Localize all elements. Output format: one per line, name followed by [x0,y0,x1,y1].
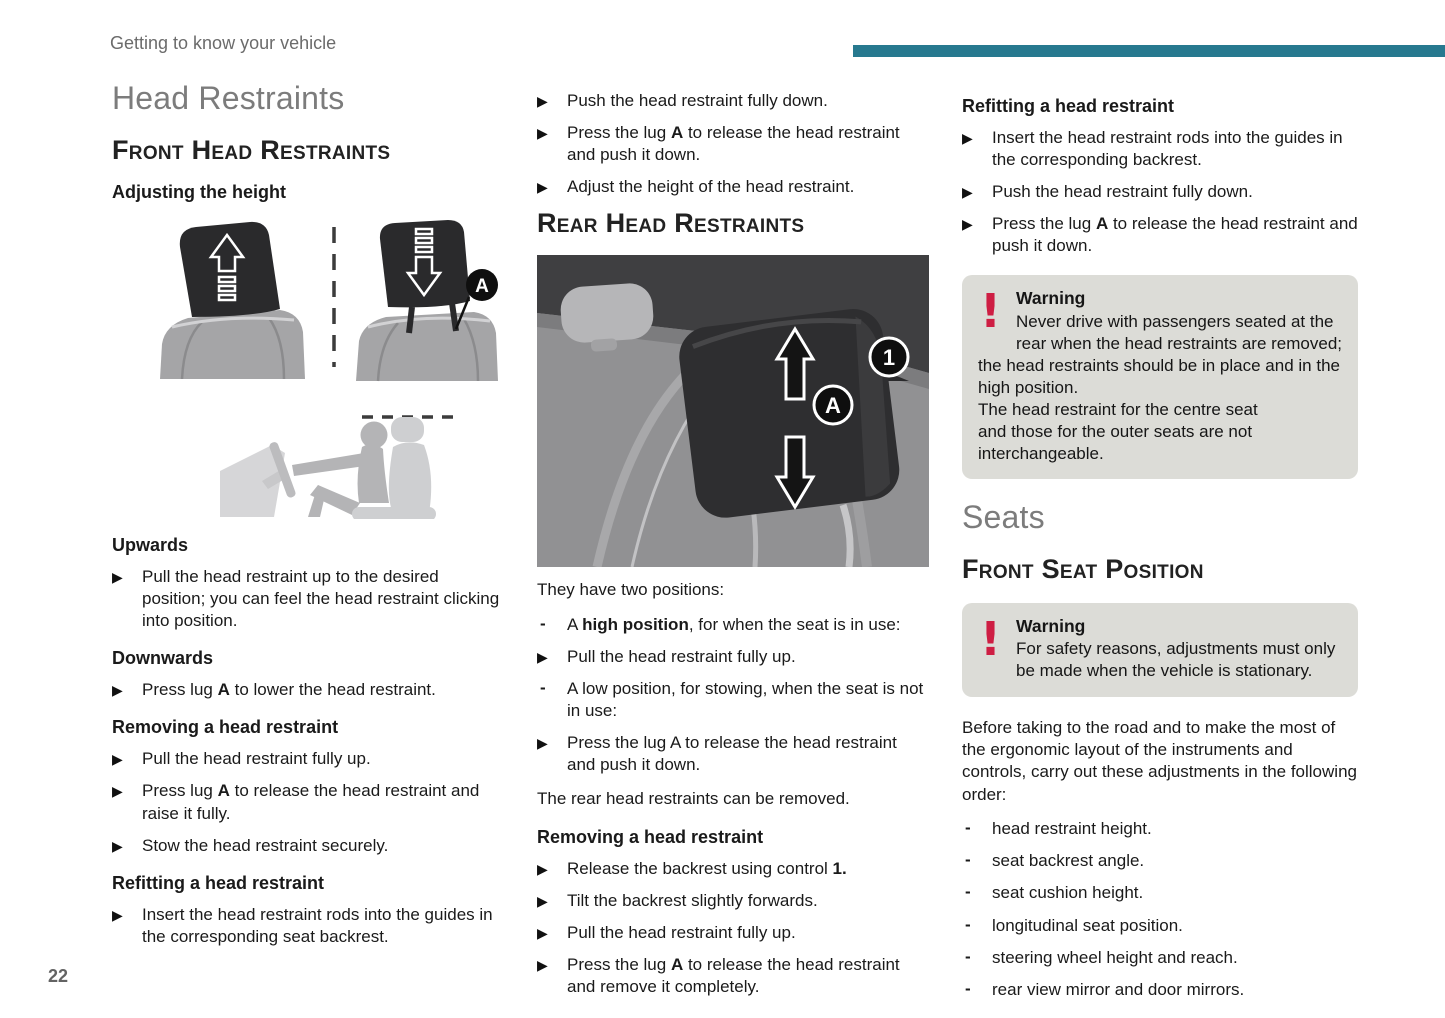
dash-item [962,947,1358,969]
text-run: Press the lug A to release the head restraint and push it down. [567,733,897,775]
paragraph [537,788,929,810]
instruction-bullet [962,127,1358,171]
instruction-text [567,923,796,942]
instruction-bullet [537,732,929,776]
subheading: Removing a head restraint [537,826,764,847]
instruction-text [567,955,900,996]
instruction-bullet [537,122,929,166]
rear-head-restraint-photo [537,255,929,567]
dash-icon: - [965,850,971,870]
text-run: to release the head restraint and push it down. [992,214,1358,256]
text-run: Press the lug [992,214,1096,234]
instruction-bullet [537,922,929,944]
bullet-arrow-icon: ▶ [112,682,123,699]
text-run: steering wheel height and reach. [992,947,1238,967]
text-run: Before taking to the road and to make the most of the ergonomic layout of the instruments and controls, carry out these adjustments in the following order: [962,717,1357,804]
instruction-text [567,91,828,110]
instruction-bullet [537,890,929,912]
page-header-label: Getting to know your vehicle [110,33,337,53]
instruction-text [142,567,499,630]
instruction-bullet [962,181,1358,203]
warning-text: and those for the outer seats are not [978,422,1253,442]
instruction-bullet [537,954,929,998]
instruction-text [567,177,854,196]
bullet-arrow-icon: ▶ [537,125,548,142]
section-heading: Front Seat Position [962,554,1204,585]
instruction-bullet [537,858,929,880]
instruction-bullet [112,679,504,701]
text-run: Pull the head restraint fully up. [142,749,371,769]
dash-icon: - [965,946,971,966]
bullet-arrow-icon: ▶ [537,957,548,974]
subheading: Refitting a head restraint [112,872,325,893]
driver-illustration [220,417,436,519]
page-number: 22 [48,966,69,986]
paragraph [537,579,929,601]
bullet-arrow-icon: ▶ [112,837,123,854]
instruction-text [142,680,436,699]
instruction-bullet [112,780,504,824]
subheading: Refitting a head restraint [962,96,1175,116]
dash-icon: - [965,818,971,838]
bullet-arrow-icon: ▶ [537,860,548,877]
instruction-bullet [537,90,929,112]
seat-shape [356,312,498,381]
warning-text: Never drive with passengers seated at the rear when the head restraints are removed; the head restraints should be in place and in the high position. [978,311,1343,397]
text-run: seat backrest angle. [992,851,1145,871]
instruction-text [567,733,897,774]
instruction-text [992,214,1358,255]
subheading: Upwards [112,535,189,555]
headrest-shape [180,222,280,317]
page-title: Seats [962,499,1045,536]
warning-title: Warning [1016,616,1086,637]
bullet-arrow-icon: ▶ [962,184,973,201]
dash-icon: - [965,882,971,902]
warning-text: The head restraint for the centre seat [978,399,1258,419]
emphasis-text: high position [582,614,689,634]
text-run: Insert the head restraint rods into the guides in the corresponding backrest. [992,128,1343,170]
text-run: longitudinal seat position. [992,915,1183,935]
instruction-bullet [112,904,504,948]
emphasis-text: A [217,680,230,700]
emphasis-text: A [670,955,684,975]
dash-icon: - [540,613,546,633]
svg-text:A: A [475,276,489,297]
instruction-text [992,851,1144,870]
text-run: to lower the head restraint. [229,680,436,700]
page-title: Head Restraints [112,80,345,116]
text-run: , for when the seat is in use: [688,614,901,634]
svg-text:A: A [825,393,841,419]
subheading: Removing a head restraint [112,717,339,738]
text-run: Press the lug [567,955,671,975]
figure-front-head-restraints [112,219,504,519]
figure-rear-head-restraints [537,255,929,567]
emphasis-text: 1. [832,858,847,878]
text-run: seat cushion height. [992,883,1144,903]
dash-item [537,678,929,722]
bullet-arrow-icon: ▶ [112,906,123,923]
text-run: Insert the head restraint rods into the guides in the corresponding seat backrest. [142,904,493,946]
bullet-arrow-icon: ▶ [537,892,548,909]
dash-icon: - [965,914,971,934]
adjacent-headrest-shape [559,282,655,344]
instruction-text [142,905,493,946]
instruction-text [992,182,1253,201]
instruction-text [992,883,1143,902]
text-run: A [567,614,583,634]
instruction-text [567,123,900,164]
bullet-arrow-icon: ▶ [962,130,973,146]
bullet-arrow-icon: ▶ [537,925,548,941]
label-1-badge [870,338,908,376]
dash-item [537,614,929,636]
warning-text: interchangeable. [978,444,1104,464]
label-a-badge [814,386,852,424]
instruction-text [142,749,371,768]
bullet-arrow-icon: ▶ [112,569,123,585]
instruction-text [567,891,818,910]
text-run: Tilt the backrest slightly forwards. [567,890,818,910]
dash-item [962,850,1358,872]
dash-item [962,915,1358,937]
column-left [112,80,504,958]
instruction-bullet [112,835,504,857]
instruction-bullet [112,748,504,770]
text-run: Adjust the height of the head restraint. [567,177,855,197]
bullet-arrow-icon: ▶ [962,216,973,233]
section-heading: Rear Head Restraints [537,208,805,239]
dash-item [962,979,1358,1001]
warning-icon: ! [980,284,1001,339]
svg-text:1: 1 [882,345,896,371]
text-run: to release the head restraint and raise it fully. [142,781,480,823]
emphasis-text: A [670,123,684,143]
instruction-bullet [962,213,1358,257]
dash-icon: - [965,978,971,998]
instruction-text [567,679,923,720]
paragraph [962,717,1358,807]
column-middle [537,80,929,1008]
text-run: Stow the head restraint securely. [142,835,389,855]
instruction-text [567,859,847,878]
emphasis-text: A [1095,214,1109,234]
text-run: Press the lug [567,123,671,143]
text-run: to release the head restraint and push it down. [567,123,900,165]
text-run: The rear head restraints can be removed. [537,789,850,809]
subheading: Adjusting the height [112,182,286,202]
dash-icon: - [540,678,546,697]
warning-icon: ! [980,612,1001,667]
instruction-text [992,980,1244,999]
column-right [962,80,1358,1011]
text-run: head restraint height. [992,819,1152,839]
subheading: Downwards [112,648,214,669]
text-run: Push the head restraint fully down. [992,182,1253,202]
front-head-restraint-illustration [112,219,504,519]
instruction-text [992,128,1343,169]
instruction-text [992,819,1152,838]
warning-title: Warning [1016,288,1086,309]
bullet-arrow-icon: ▶ [112,783,123,800]
emphasis-text: A [217,781,230,801]
text-run: Press lug [142,680,218,700]
text-run: rear view mirror and door mirrors. [992,979,1245,999]
instruction-text [567,615,901,634]
text-run: Release the backrest using control [567,858,833,878]
text-run: They have two positions: [537,580,725,600]
instruction-bullet [112,566,504,632]
text-run: Pull the head restraint fully up. [567,923,796,942]
bullet-arrow-icon: ▶ [537,648,548,665]
instruction-bullet [537,646,929,668]
dash-item [962,882,1358,904]
text-run: Push the head restraint fully down. [567,91,828,110]
instruction-text [142,781,479,822]
text-run: Pull the head restraint up to the desired position; you can feel the head restraint clicking into position. [142,567,500,631]
bullet-arrow-icon: ▶ [112,751,123,768]
instruction-text [992,948,1238,967]
text-run: A low position, for stowing, when the seat is not in use: [567,679,924,721]
text-run: to release the head restraint and remove it completely. [567,955,900,997]
warning-box [962,275,1358,479]
warning-box [962,603,1358,696]
instruction-bullet [537,176,929,198]
warning-text: For safety reasons, adjustments must only be made when the vehicle is stationary. [1016,639,1336,681]
bullet-arrow-icon: ▶ [537,735,548,752]
dash-item [962,818,1358,840]
instruction-text [142,836,388,855]
section-heading: Front Head Restraints [112,135,391,165]
accent-bar [853,45,1445,57]
seat-shape [160,310,305,379]
instruction-text [567,647,796,666]
text-run: Pull the head restraint fully up. [567,646,796,666]
bullet-arrow-icon: ▶ [537,179,548,196]
bullet-arrow-icon: ▶ [537,93,548,109]
instruction-text [992,916,1183,935]
text-run: Press lug [142,781,218,801]
